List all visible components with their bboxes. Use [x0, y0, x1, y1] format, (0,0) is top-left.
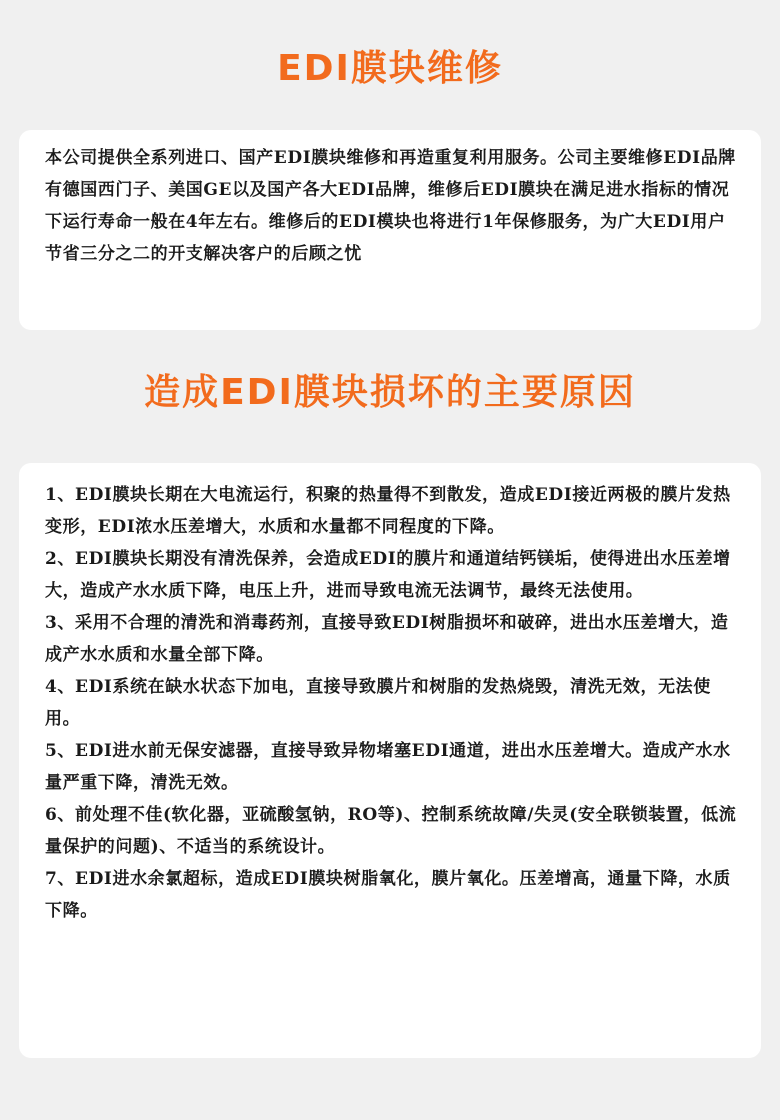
reason-item-4: 4、EDI系统在缺水状态下加电，直接导致膜片和树脂的发热烧毁，清洗无效，无法使用。 [45, 677, 711, 729]
reason-item-6: 6、前处理不佳(软化器，亚硫酸氢钠，RO等)、控制系统故障/失灵(安全联锁装置，低流量保护的问题)、不适当的系统设计。 [45, 805, 737, 857]
section-title-causes: 造成EDI膜块损坏的主要原因 [144, 372, 636, 413]
causes-card [19, 463, 761, 1058]
reason-item-5: 5、EDI进水前无保安滤器，直接导致异物堵塞EDI通道，进出水压差增大。造成产水水量严重下降，清洗无效。 [45, 741, 731, 793]
reason-item-3: 3、采用不合理的清洗和消毒药剂，直接导致EDI树脂损坏和破碎，进出水压差增大，造成产水水质和水量全部下降。 [45, 613, 729, 665]
reason-item-1: 1、EDI膜块长期在大电流运行，积聚的热量得不到散发，造成EDI接近两极的膜片发热变形，EDI浓水压差增大，水质和水量都不同程度的下降。 [45, 485, 731, 537]
reason-item-2: 2、EDI膜块长期没有清洗保养，会造成EDI的膜片和通道结钙镁垢，使得进出水压差增大，造成产水水质下降，电压上升，进而导致电流无法调节，最终无法使用。 [45, 549, 731, 601]
section-title-repair: EDI膜块维修 [277, 48, 503, 89]
intro-card [19, 130, 761, 330]
intro-paragraph: 本公司提供全系列进口、国产EDI膜块维修和再造重复利用服务。公司主要维修EDI品牌有德国西门子、美国GE以及国产各大EDI品牌，维修后EDI膜块在满足进水指标的情况下运行寿命一般在4年左右。维修后的EDI模块也将进行1年保修服务，为广大EDI用户节省三分之二的开支解决客户的后顾之忧 [45, 148, 736, 264]
reason-item-7: 7、EDI进水余氯超标，造成EDI膜块树脂氧化，膜片氧化。压差增高，通量下降，水质下降。 [45, 869, 731, 921]
